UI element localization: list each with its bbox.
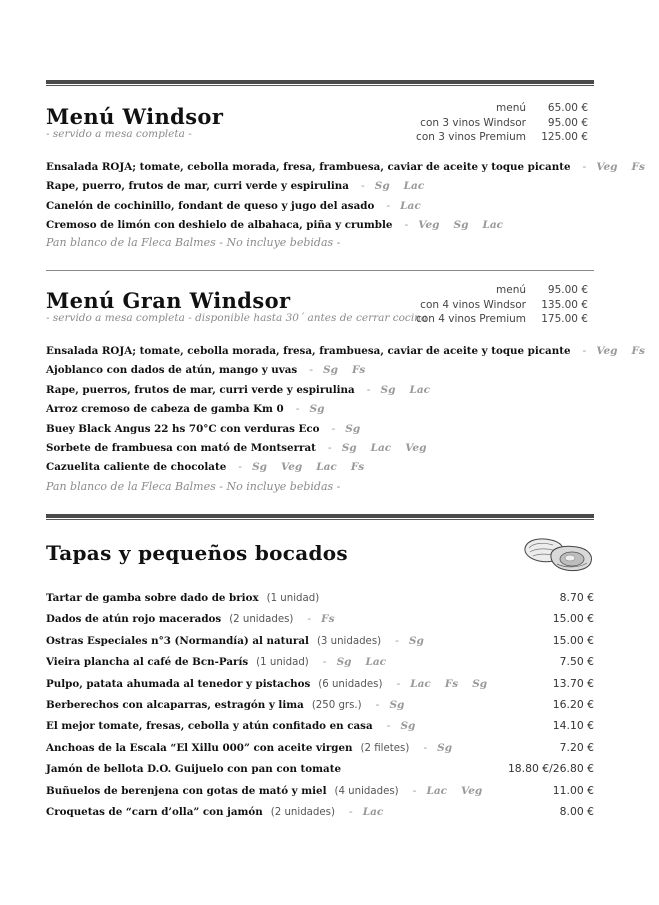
dish-price: 15.00 € bbox=[552, 612, 594, 626]
dish-name: Canelón de cochinillo, fondant de queso y jugo del asado bbox=[46, 199, 375, 212]
price-row bbox=[416, 130, 588, 145]
menu-item bbox=[46, 381, 594, 400]
dietary-tags bbox=[321, 609, 348, 630]
tapa-row bbox=[46, 737, 594, 758]
dish-quantity: (4 unidades) bbox=[334, 785, 399, 797]
section-divider bbox=[46, 514, 594, 520]
menu-item bbox=[46, 197, 594, 216]
dish-name: Ensalada ROJA; tomate, cebolla morada, fresa, frambuesa, caviar de aceite y toque picante bbox=[46, 161, 571, 173]
dish-name: Anchoas de la Escala “El Xillu 000” con aceite virgen bbox=[46, 741, 353, 754]
dietary-tag: Fs bbox=[631, 345, 645, 357]
price-row bbox=[416, 298, 588, 313]
tapa-row bbox=[46, 801, 594, 822]
dietary-tags bbox=[596, 158, 659, 177]
menu-windsor-prices bbox=[416, 101, 588, 145]
menu-item bbox=[46, 458, 594, 477]
dietary-tag: Lac bbox=[410, 677, 431, 690]
dish-price: 7.50 € bbox=[559, 655, 594, 669]
dish-name: Pulpo, patata ahumada al tenedor y pistachos bbox=[46, 677, 311, 690]
dietary-tags bbox=[389, 695, 418, 716]
separator-dash: - bbox=[423, 741, 428, 754]
menu-gran-windsor-title: Menú Gran Windsor bbox=[46, 288, 291, 313]
separator-dash: - bbox=[327, 441, 332, 454]
dish-price: 7.20 € bbox=[559, 740, 594, 754]
dish-name: Tartar de gamba sobre dado de briox bbox=[46, 592, 259, 604]
dish-name: Sorbete de frambuesa con mató de Montserrat bbox=[46, 441, 316, 454]
dietary-tag: Sg bbox=[389, 698, 405, 711]
price-value: 135.00 € bbox=[541, 298, 588, 311]
dish-name: Vieira plancha al café de Bcn-París bbox=[46, 656, 249, 669]
dietary-tag: Veg bbox=[596, 161, 618, 173]
dish-name: Croquetas de “carn d’olla” con jamón bbox=[46, 805, 263, 818]
dietary-tags bbox=[410, 674, 501, 695]
dish-quantity: (6 unidades) bbox=[318, 678, 383, 690]
dietary-tag: Veg bbox=[596, 345, 618, 357]
dietary-tag: Sg bbox=[472, 677, 488, 690]
dish-price: 13.70 € bbox=[552, 676, 594, 690]
dietary-tag: Sg bbox=[374, 180, 390, 193]
tapa-row bbox=[46, 758, 594, 779]
menu-gran-windsor-subtitle: - servido a mesa completa - disponible hasta 30´ antes de cerrar cocina bbox=[46, 312, 428, 324]
price-row bbox=[416, 312, 588, 327]
dietary-tags bbox=[363, 802, 398, 823]
dish-name: Ensalada ROJA; tomate, cebolla morada, fresa, frambuesa, caviar de aceite y toque picante bbox=[46, 345, 571, 357]
separator-dash: - bbox=[360, 180, 365, 193]
tapas-list bbox=[46, 587, 594, 822]
price-row bbox=[416, 283, 588, 298]
dietary-tag: Lac bbox=[400, 199, 421, 212]
dish-quantity: (250 grs.) bbox=[311, 699, 362, 711]
menu-item bbox=[46, 177, 594, 196]
dietary-tag: Sg bbox=[437, 741, 453, 754]
dietary-tag: Sg bbox=[309, 403, 325, 416]
dietary-tags bbox=[418, 216, 517, 235]
dietary-tags bbox=[323, 361, 379, 380]
dish-price: 18.80 €/26.80 € bbox=[507, 762, 594, 776]
separator-dash: - bbox=[404, 219, 409, 232]
separator-dash: - bbox=[238, 461, 243, 474]
dietary-tags bbox=[375, 177, 439, 196]
dietary-tag: Sg bbox=[336, 656, 352, 669]
price-value: 95.00 € bbox=[547, 116, 588, 129]
menu-windsor-subtitle: - servido a mesa completa - bbox=[46, 128, 192, 140]
menu-windsor-footnote: Pan blanco de la Fleca Balmes - No incluye bebidas - bbox=[46, 236, 341, 249]
dish-quantity: (2 unidades) bbox=[270, 806, 335, 818]
dietary-tags bbox=[345, 420, 374, 439]
menu-item bbox=[46, 439, 594, 458]
dietary-tags bbox=[409, 631, 438, 652]
dietary-tag: Sg bbox=[400, 720, 416, 733]
separator-dash: - bbox=[395, 634, 399, 647]
dish-quantity: (1 unidad) bbox=[256, 657, 309, 669]
menu-item bbox=[46, 400, 594, 419]
separator-dash: - bbox=[309, 364, 314, 377]
dietary-tag: Lac bbox=[426, 784, 448, 797]
price-label: menú bbox=[496, 102, 526, 114]
dietary-tag: Veg bbox=[418, 219, 440, 232]
dish-name: Jamón de bellota D.O. Guijuelo con pan con tomate bbox=[46, 763, 342, 776]
separator-dash: - bbox=[582, 161, 587, 173]
dietary-tag: Fs bbox=[631, 161, 645, 173]
tapa-row bbox=[46, 608, 594, 629]
dish-name: Cazuelita caliente de chocolate bbox=[46, 461, 227, 474]
dish-quantity: (3 unidades) bbox=[316, 635, 382, 647]
dietary-tag: Veg bbox=[461, 784, 483, 797]
dish-name: Dados de atún rojo macerados bbox=[46, 613, 222, 626]
tapa-row bbox=[46, 630, 594, 651]
menu-gran-windsor-prices bbox=[416, 283, 588, 327]
dietary-tags bbox=[426, 781, 496, 802]
dietary-tags bbox=[252, 458, 378, 477]
menu-gran-windsor-items bbox=[46, 342, 645, 478]
separator-dash: - bbox=[386, 199, 391, 212]
dish-price: 15.00 € bbox=[552, 633, 594, 647]
dish-price: 8.00 € bbox=[559, 804, 594, 818]
price-row bbox=[416, 101, 588, 116]
menu-gran-windsor-footnote: Pan blanco de la Fleca Balmes - No incluye bebidas - bbox=[46, 480, 341, 493]
dietary-tag: Fs bbox=[350, 461, 365, 474]
separator-dash: - bbox=[331, 422, 336, 435]
dietary-tags bbox=[337, 652, 401, 673]
tapa-row bbox=[46, 587, 594, 608]
dietary-tags bbox=[342, 439, 441, 458]
separator-dash: - bbox=[582, 345, 587, 357]
price-value: 65.00 € bbox=[547, 102, 588, 114]
dietary-tag: Sg bbox=[408, 634, 424, 647]
dietary-tag: Sg bbox=[345, 422, 361, 435]
separator-dash: - bbox=[375, 698, 380, 711]
dietary-tag: Lac bbox=[409, 383, 431, 396]
dish-name: Berberechos con alcaparras, estragón y lima bbox=[46, 698, 304, 711]
dietary-tag: Sg bbox=[453, 219, 469, 232]
price-value: 95.00 € bbox=[547, 284, 588, 296]
tapa-row bbox=[46, 694, 594, 715]
separator-dash: - bbox=[366, 383, 371, 396]
dietary-tags bbox=[437, 738, 466, 759]
dish-name: Arroz cremoso de cabeza de gamba Km 0 bbox=[46, 403, 284, 416]
dietary-tag: Veg bbox=[281, 461, 303, 474]
separator-dash: - bbox=[396, 677, 401, 690]
dish-price: 16.20 € bbox=[552, 697, 594, 711]
dish-name: El mejor tomate, fresas, cebolla y atún confitado en casa bbox=[46, 720, 373, 733]
tapa-row bbox=[46, 715, 594, 736]
dish-name: Buñuelos de berenjena con gotas de mató y miel bbox=[46, 784, 327, 797]
oyster-icon bbox=[521, 534, 595, 574]
price-row bbox=[416, 116, 588, 131]
price-label: con 3 vinos Premium bbox=[416, 131, 526, 144]
dish-price: 11.00 € bbox=[552, 783, 594, 797]
dietary-tag: Sg bbox=[380, 383, 396, 396]
dietary-tag: Lac bbox=[403, 180, 425, 193]
price-label: con 4 vinos Windsor bbox=[420, 298, 526, 311]
dietary-tag: Lac bbox=[362, 805, 384, 818]
price-label: menú bbox=[496, 284, 526, 296]
dietary-tag: Lac bbox=[370, 441, 392, 454]
separator-dash: - bbox=[307, 613, 312, 626]
dish-quantity: (1 unidad) bbox=[266, 593, 320, 604]
dietary-tag: Fs bbox=[321, 613, 335, 626]
dish-quantity: (2 unidades) bbox=[229, 614, 294, 626]
section-divider bbox=[46, 270, 594, 271]
dietary-tag: Veg bbox=[405, 441, 427, 454]
dietary-tag: Lac bbox=[482, 219, 504, 232]
price-value: 125.00 € bbox=[541, 131, 588, 144]
separator-dash: - bbox=[322, 656, 327, 669]
dish-name: Rape, puerros, frutos de mar, curri verde y espirulina bbox=[46, 383, 355, 396]
menu-item bbox=[46, 361, 594, 380]
dish-quantity: (2 filetes) bbox=[360, 742, 410, 754]
dish-name: Rape, puerro, frutos de mar, curri verde y espirulina bbox=[46, 180, 349, 193]
tapa-row bbox=[46, 673, 594, 694]
dietary-tags bbox=[381, 381, 445, 400]
dish-name: Cremoso de limón con deshielo de albahaca, piña y crumble bbox=[46, 219, 393, 232]
dietary-tags bbox=[596, 342, 659, 361]
section-divider bbox=[46, 80, 594, 86]
tapa-row bbox=[46, 780, 594, 801]
tapa-row bbox=[46, 651, 594, 672]
dish-price: 8.70 € bbox=[559, 591, 594, 604]
separator-dash: - bbox=[348, 805, 353, 818]
menu-windsor-items bbox=[46, 158, 645, 236]
separator-dash: - bbox=[386, 720, 391, 733]
dish-name: Buey Black Angus 22 hs 70°C con verduras Eco bbox=[46, 422, 320, 435]
dietary-tags bbox=[400, 716, 429, 737]
dish-name: Ostras Especiales n°3 (Normandía) al natural bbox=[46, 634, 309, 647]
price-label: con 3 vinos Windsor bbox=[420, 116, 526, 129]
menu-item bbox=[46, 158, 645, 177]
dietary-tags bbox=[400, 197, 435, 216]
dietary-tag: Fs bbox=[444, 677, 459, 690]
menu-item bbox=[46, 342, 645, 361]
dietary-tag: Sg bbox=[341, 441, 357, 454]
dietary-tag: Sg bbox=[323, 364, 338, 377]
menu-item bbox=[46, 216, 594, 235]
dish-name: Ajoblanco con dados de atún, mango y uvas bbox=[46, 364, 298, 377]
dietary-tag: Sg bbox=[252, 461, 268, 474]
menu-windsor-title: Menú Windsor bbox=[46, 104, 224, 129]
separator-dash: - bbox=[412, 784, 417, 797]
price-label: con 4 vinos Premium bbox=[416, 313, 526, 326]
dietary-tag: Fs bbox=[351, 364, 366, 377]
dietary-tags bbox=[309, 400, 338, 419]
menu-item bbox=[46, 420, 594, 439]
separator-dash: - bbox=[295, 403, 300, 416]
dish-price: 14.10 € bbox=[552, 719, 594, 733]
price-value: 175.00 € bbox=[541, 313, 588, 326]
dietary-tag: Lac bbox=[365, 656, 387, 669]
tapas-title: Tapas y pequeños bocados bbox=[46, 541, 348, 565]
dietary-tag: Lac bbox=[316, 461, 337, 474]
